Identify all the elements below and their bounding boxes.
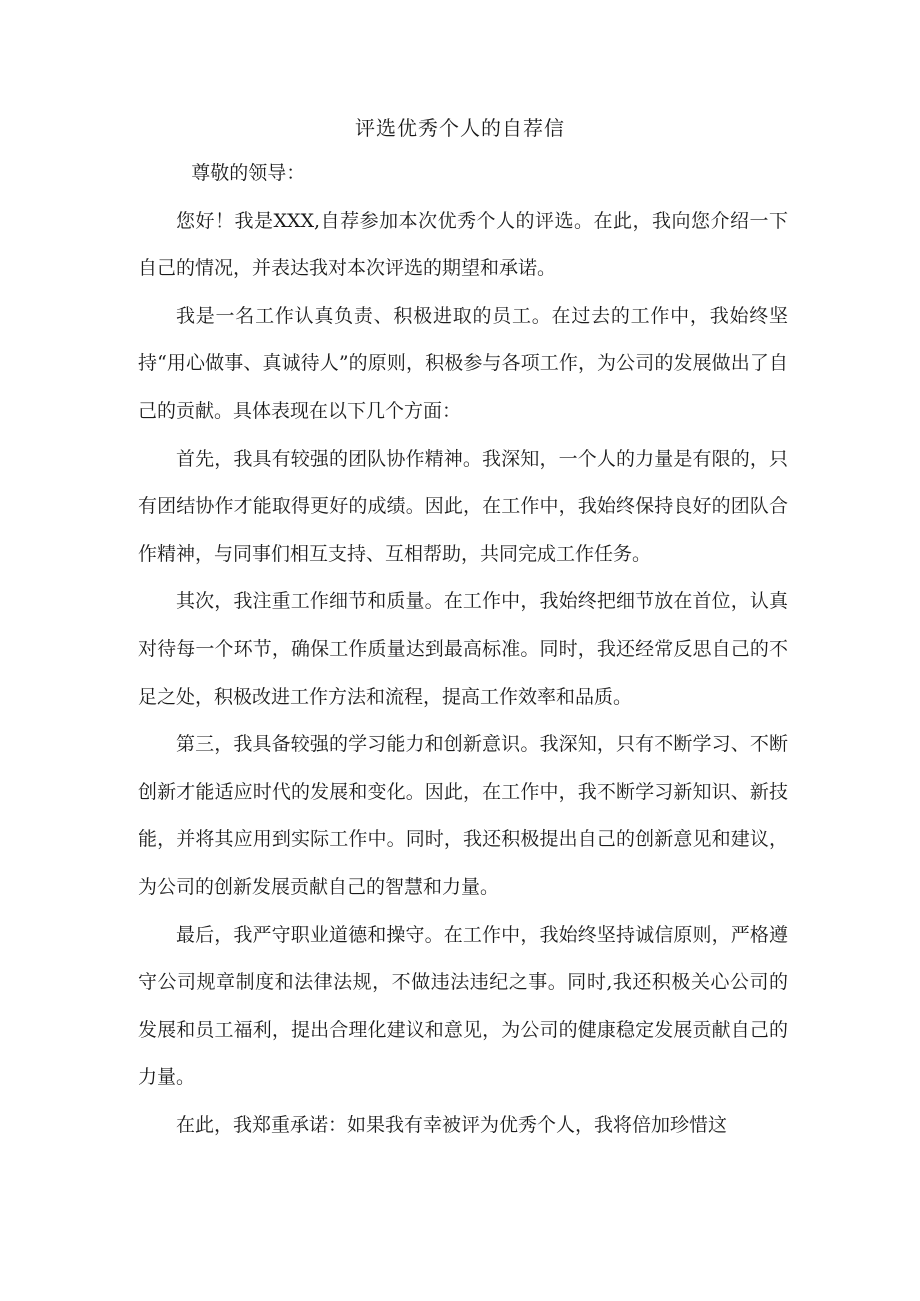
- paragraph-teamwork: 首先，我具有较强的团队协作精神。我深知，一个人的力量是有限的，只有团结协作才能取得更好的成绩。因此，在工作中，我始终保持良好的团队合作精神，与同事们相互支持、互相帮助，共同完成工作任务。: [138, 447, 788, 565]
- salutation: 尊敬的领导：: [191, 162, 306, 184]
- paragraph-commitment: 在此，我郑重承诺：如果我有幸被评为优秀个人，我将倍加珍惜这: [176, 1113, 728, 1136]
- paragraph-learning: 第三，我具备较强的学习能力和创新意识。我深知，只有不断学习、不断创新才能适应时代的发展和变化。因此，在工作中，我不断学习新知识、新技能，并将其应用到实际工作中。同时，我还积极提出自己的创新意见和建议，为公司的创新发展贡献自己的智慧和力量。: [138, 733, 788, 898]
- letter-body: [138, 150, 788, 1149]
- paragraph-ethics: 最后，我严守职业道德和操守。在工作中，我始终坚持诚信原则，严格遵守公司规章制度和法律法规，不做违法违纪之事。同时,我还积极关心公司的发展和员工福利，提出合理化建议和意见，为公司的健康稳定发展贡献自己的力量。: [138, 923, 788, 1089]
- paragraph-introduction: 我是一名工作认真负责、积极进取的员工。在过去的工作中，我始终坚持“用心做事、真诚待人”的原则，积极参与各项工作，为公司的发展做出了自己的贡献。具体表现在以下几个方面：: [138, 304, 788, 422]
- document-title: 评选优秀个人的自荐信: [355, 116, 565, 140]
- paragraph-quality: 其次，我注重工作细节和质量。在工作中，我始终把细节放在首位，认真对待每一个环节，确保工作质量达到最高标准。同时，我还经常反思自己的不足之处，积极改进工作方法和流程，提高工作效率和品质。: [138, 590, 788, 708]
- paragraph-greeting: 您好！我是XXX,自荐参加本次优秀个人的评选。在此，我向您介绍一下自己的情况，并表达我对本次评选的期望和承诺。: [138, 209, 788, 280]
